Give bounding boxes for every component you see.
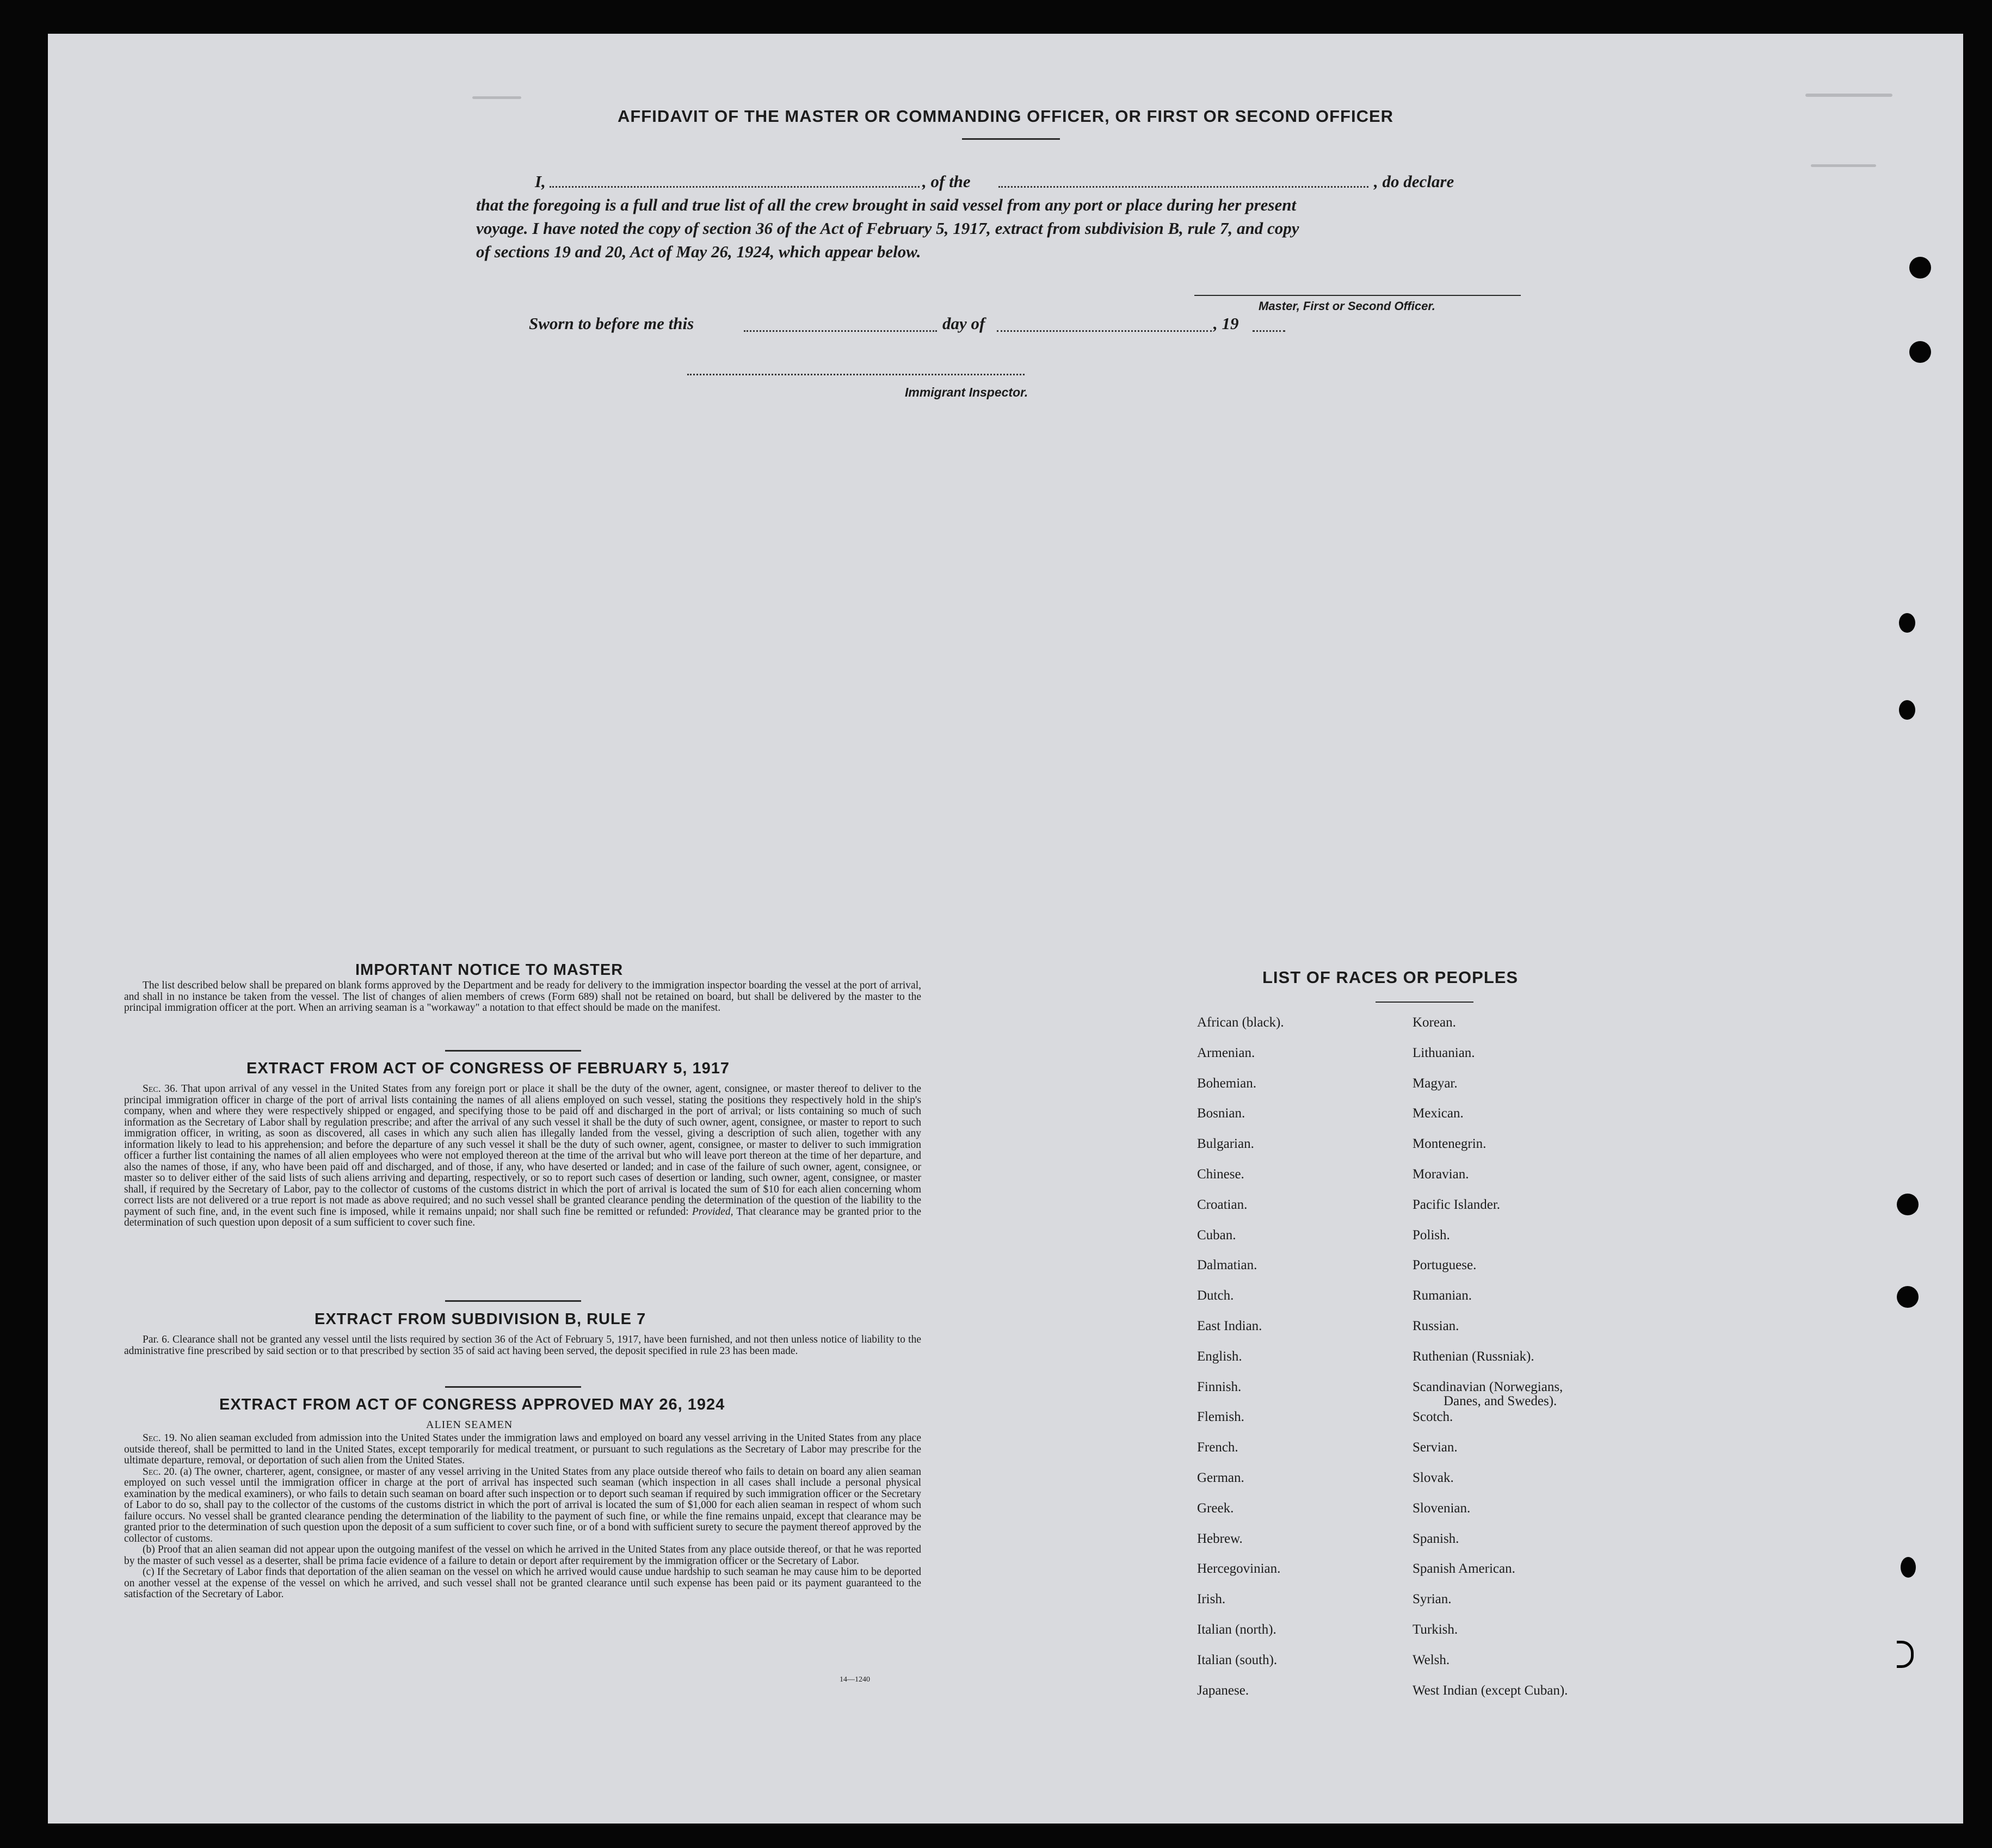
race-item: Cuban. [1197, 1228, 1236, 1243]
race-item: Ruthenian (Russniak). [1413, 1349, 1534, 1364]
extract-1924-title: EXTRACT FROM ACT OF CONGRESS APPROVED MAY 26, 1924 [219, 1396, 725, 1413]
sec-19-label: Sec. 19. [143, 1432, 177, 1444]
extract-1917-body [124, 1084, 921, 1229]
sec-36-text-end: That clearance may be granted prior to the determination of such question upon deposit of a sum sufficient to cover such fine. [124, 1206, 922, 1228]
sec-36-label: Sec. 36. [143, 1083, 178, 1095]
sworn-label: Sworn to before me this [529, 314, 694, 333]
document-page [48, 34, 1963, 1824]
rule7-text: Par. 6. Clearance shall not be granted any vessel until the lists required by section 36 of the Act of February 5, 1917, have been furnished, and not then unless notice of liability to the administrative fine prescribed by said section or to that prescribed by section 35 of said act having been served, the deposit specified in rule 23 has been made. [124, 1334, 921, 1357]
declaration-line-3: of sections 19 and 20, Act of May 26, 1924, which appear below. [476, 242, 921, 261]
race-item: German. [1197, 1470, 1244, 1485]
race-item: Spanish American. [1413, 1561, 1515, 1576]
race-item: English. [1197, 1349, 1242, 1364]
race-item: French. [1197, 1440, 1238, 1455]
bleed-through-mark [1811, 164, 1876, 167]
race-item: Hercegovinian. [1197, 1561, 1281, 1576]
signature-line [1194, 295, 1521, 296]
of-the-label: , of the [922, 172, 971, 191]
i-label: I, [535, 172, 546, 191]
race-item: Montenegrin. [1413, 1136, 1487, 1151]
race-item: Finnish. [1197, 1380, 1242, 1394]
race-item: Polish. [1413, 1228, 1450, 1243]
races-title-underline [1376, 1002, 1473, 1003]
binder-hole [1901, 1557, 1916, 1578]
race-item: Flemish. [1197, 1410, 1244, 1424]
race-item: Pacific Islander. [1413, 1197, 1501, 1212]
race-item: Magyar. [1413, 1076, 1458, 1091]
notice-text: The list described below shall be prepared on blank forms approved by the Department and be ready for delivery to the immigration inspector boarding the vessel at the port of arrival, and shall in no instance be taken from the vessel. The list of changes of alien members of crews (Form 689) shall not be retained on board, but shall be delivered by the master to the principal immigration officer at the port. When an arriving seaman is a "workaway" a notation to that effect should be made on the manifest. [124, 980, 921, 1013]
bleed-through-mark [472, 96, 521, 99]
declaration-line-2: voyage. I have noted the copy of section 36 of the Act of February 5, 1917, extract from subdivision B, rule 7, and copy [476, 219, 1299, 238]
sec-36-text: That upon arrival of any vessel in the United States from any foreign port or place it shall be the duty of the owner, agent, consignee, or master thereof to deliver to the principal immigration officer in charge of the port of arrival lists containing the names of all aliens employed on such vessel, stating the positions they respectively hold in the ship's company, when and where they were respectively shipped or engaged, and specifying those to be paid off and discharged in the port of arrival; or lists containing so much of such information as the Secretary of Labor shall by regulation prescribe; and after the arrival of any such vessel it shall be the duty of such owner, agent, consignee, or master to report to such immigration officer, in writing, as soon as discovered, all cases in which any such alien has illegally landed from the vessel, giving a description of such alien, together with any information likely to lead to his apprehension; and before the departure of any such vessel it shall be the duty of such owner, agent, consignee, or master to deliver to such immigration officer a further list containing the names of all alien employees who were not employed thereon at the time of the arrival but who will leave port thereon at the time of her departure, and also the names of those, if any, who have been paid off and discharged, and of those, if any, who have deserted or landed; and in case of the failure of such owner, agent, consignee, or master so to deliver either of the said lists of such aliens arriving and departing, respectively, or so to report such cases of desertion or landing, such owner, agent, consignee, or master shall, if required by the Secretary of Labor, pay to the collector of customs of the customs district in which the port of arrival is located the sum of $10 for each alien concerning whom correct lists are not delivered or a true report is not made as above required; and no such vessel shall be granted clearance pending the determination of the question of the liability to the payment of such fine, and, in the event such fine is imposed, while it remains unpaid; nor shall such fine be remitted or refunded: [124, 1083, 921, 1217]
race-item: Moravian. [1413, 1167, 1469, 1182]
binder-hole [1909, 257, 1931, 279]
signature-caption: Master, First or Second Officer. [1259, 299, 1435, 313]
race-item: Slovak. [1413, 1470, 1454, 1485]
race-item: Italian (north). [1197, 1622, 1276, 1637]
declaration-line-1: that the foregoing is a full and true list of all the crew brought in said vessel from any port or place during her present [476, 195, 1297, 214]
race-item: West Indian (except Cuban). [1413, 1683, 1568, 1698]
affidavit-title: AFFIDAVIT OF THE MASTER OR COMMANDING OFFICER, OR FIRST OR SECOND OFFICER [617, 107, 1394, 126]
sec-20c-text: (c) If the Secretary of Labor finds that deportation of the alien seaman on the vessel on which he arrived would cause undue hardship to such seaman he may cause him to be deported on another vessel at the expense of the vessel on which he arrived, and such vessel shall not be granted clearance until such expense has been paid or its payment guaranteed to the satisfaction of the Secretary of Labor. [124, 1566, 921, 1600]
race-item: Greek. [1197, 1501, 1234, 1516]
form-code: 14—1240 [840, 1676, 870, 1684]
notice-title: IMPORTANT NOTICE TO MASTER [355, 961, 624, 979]
race-item: Bulgarian. [1197, 1136, 1254, 1151]
day-of-label: day of [942, 314, 985, 333]
title-underline [962, 138, 1060, 140]
race-item: Irish. [1197, 1592, 1226, 1606]
race-item: Scandinavian (Norwegians, [1413, 1380, 1563, 1394]
race-item: Chinese. [1197, 1167, 1244, 1182]
provided-label: Provided, [692, 1206, 733, 1217]
race-item: Bohemian. [1197, 1076, 1257, 1091]
extract-rule7-title: EXTRACT FROM SUBDIVISION B, RULE 7 [314, 1311, 646, 1328]
sec-19-text: No alien seaman excluded from admission into the United States under the immigration laws and employed on board any vessel arriving in the United States from any place outside thereof, shall be permitted to land in the United States, except temporarily for medical treatment, or pursuant to such regulations as the Secretary of Labor may prescribe for the ultimate departure, removal, or deportation of such alien from the United States. [124, 1432, 921, 1466]
races-title: LIST OF RACES OR PEOPLES [1262, 968, 1519, 987]
race-item: Servian. [1413, 1440, 1458, 1455]
race-item: Armenian. [1197, 1046, 1255, 1060]
binder-hole [1899, 613, 1915, 633]
race-item: Portuguese. [1413, 1258, 1477, 1272]
sworn-year-field[interactable] [1253, 330, 1285, 332]
sec-20-label: Sec. 20. [143, 1466, 177, 1478]
sworn-day-field[interactable] [744, 330, 937, 332]
race-item: Korean. [1413, 1015, 1456, 1030]
race-item: Japanese. [1197, 1683, 1249, 1698]
do-declare-label: , do declare [1374, 172, 1454, 191]
race-item: Scotch. [1413, 1410, 1453, 1424]
sec-20a-text: (a) The owner, charterer, agent, consignee, or master of any vessel arriving in the United States from any place outside thereof who fails to detain on board any alien seaman employed on such vessel until the immigration officer in charge at the port of arrival has inspected such seaman (which inspection in all cases shall include a personal physical examination by the medical examiners), or who fails to detain such seaman on board after such inspection or to deport such seaman if required by such immigration officer or the Secretary of Labor to do so, shall pay to the collector of the customs of the customs district in which the port of arrival is located the sum of $1,000 for each alien seaman in respect of whom such failure occurs. No vessel shall be granted clearance pending the determination of the liability to the payment of such fine, or while the fine remains unpaid, except that clearance may be granted prior to the determination of such question upon the deposit of a sum sufficient to cover such fine, or of a bond with sufficient surety to secure the payment thereof approved by the collector of customs. [124, 1466, 921, 1544]
notice-body [124, 980, 921, 1014]
sec-20b-text: (b) Proof that an alien seaman did not appear upon the outgoing manifest of the vessel on which he arrived in the United States from any place outside thereof, or that he was reported by the master of such vessel as a deserter, shall be prima facie evidence of a failure to detain or deport after requirement by the immigration officer or the Secretary of Labor. [124, 1544, 921, 1567]
race-item: Syrian. [1413, 1592, 1452, 1606]
race-item: African (black). [1197, 1015, 1284, 1030]
sworn-month-field[interactable] [997, 330, 1212, 332]
race-item: Mexican. [1413, 1106, 1464, 1121]
binder-hole [1899, 700, 1915, 720]
race-item: Dutch. [1197, 1288, 1234, 1303]
race-item: Turkish. [1413, 1622, 1458, 1637]
extract-1917-title: EXTRACT FROM ACT OF CONGRESS OF FEBRUARY 5, 1917 [246, 1060, 730, 1077]
race-item: Rumanian. [1413, 1288, 1472, 1303]
section-divider [445, 1300, 581, 1302]
race-item: Croatian. [1197, 1197, 1248, 1212]
affidavit-declaration [476, 170, 1597, 263]
race-item: Lithuanian. [1413, 1046, 1475, 1060]
binder-ring-mark [1897, 1641, 1914, 1668]
alien-seamen-subtitle: ALIEN SEAMEN [426, 1419, 513, 1431]
extract-rule7-body [124, 1334, 921, 1357]
inspector-signature-line [687, 374, 1025, 375]
sworn-line [529, 314, 1345, 336]
race-item-continuation: Danes, and Swedes). [1444, 1394, 1557, 1408]
race-item: Slovenian. [1413, 1501, 1471, 1516]
name-field[interactable] [550, 186, 920, 188]
race-item: East Indian. [1197, 1319, 1262, 1333]
binder-hole [1909, 341, 1931, 363]
race-item: Italian (south). [1197, 1653, 1278, 1667]
extract-1924-body [124, 1433, 921, 1600]
race-item: Spanish. [1413, 1531, 1459, 1546]
year-label: , 19 [1213, 314, 1239, 333]
vessel-field[interactable] [998, 186, 1368, 188]
race-item: Dalmatian. [1197, 1258, 1257, 1272]
section-divider [445, 1050, 581, 1052]
binder-hole [1897, 1194, 1919, 1215]
bleed-through-mark [1805, 94, 1892, 97]
section-divider [445, 1386, 581, 1388]
race-item: Welsh. [1413, 1653, 1450, 1667]
race-item: Hebrew. [1197, 1531, 1243, 1546]
binder-hole [1897, 1286, 1919, 1308]
race-item: Bosnian. [1197, 1106, 1245, 1121]
race-item: Russian. [1413, 1319, 1459, 1333]
inspector-caption: Immigrant Inspector. [905, 385, 1028, 399]
